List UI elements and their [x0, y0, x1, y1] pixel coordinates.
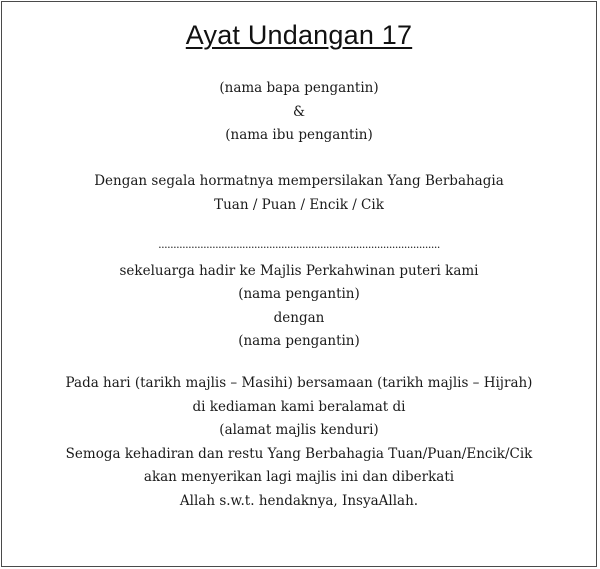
venue-address: (alamat majlis kenduri)	[219, 422, 379, 438]
invitation-block	[2, 170, 596, 217]
groom-name: (nama pengantin)	[238, 333, 360, 349]
conjunction: dengan	[273, 309, 325, 326]
blessing-line-1: Semoga kehadiran dan restu Yang Berbahagia Tuan/Puan/Encik/Cik	[65, 445, 533, 462]
date-line: Pada hari (tarikh majlis – Masihi) bersamaan (tarikh majlis – Hijrah)	[65, 375, 533, 391]
venue-intro: di kediaman kami beralamat di	[192, 398, 406, 415]
guest-name-dotted-line: ..............................................................................................	[158, 238, 440, 251]
guest-block	[2, 236, 596, 354]
blessing-line-2: akan menyerikan lagi majlis ini dan diberkati	[143, 469, 455, 485]
ampersand: &	[292, 103, 306, 120]
family-invite-line: sekeluarga hadir ke Majlis Perkahwinan puteri kami	[119, 262, 479, 279]
bride-name: (nama pengantin)	[238, 286, 360, 302]
father-name: (nama bapa pengantin)	[219, 80, 379, 96]
parents-block	[2, 77, 596, 148]
details-block	[2, 372, 596, 513]
page-title: Ayat Undangan 17	[185, 20, 413, 50]
invitation-card	[1, 1, 597, 567]
blessing-line-3: Allah s.w.t. hendaknya, InsyaAllah.	[179, 492, 419, 509]
honorifics-line: Tuan / Puan / Encik / Cik	[214, 196, 384, 213]
mother-name: (nama ibu pengantin)	[225, 127, 373, 143]
invitation-line: Dengan segala hormatnya mempersilakan Yang Berbahagia	[94, 173, 504, 189]
